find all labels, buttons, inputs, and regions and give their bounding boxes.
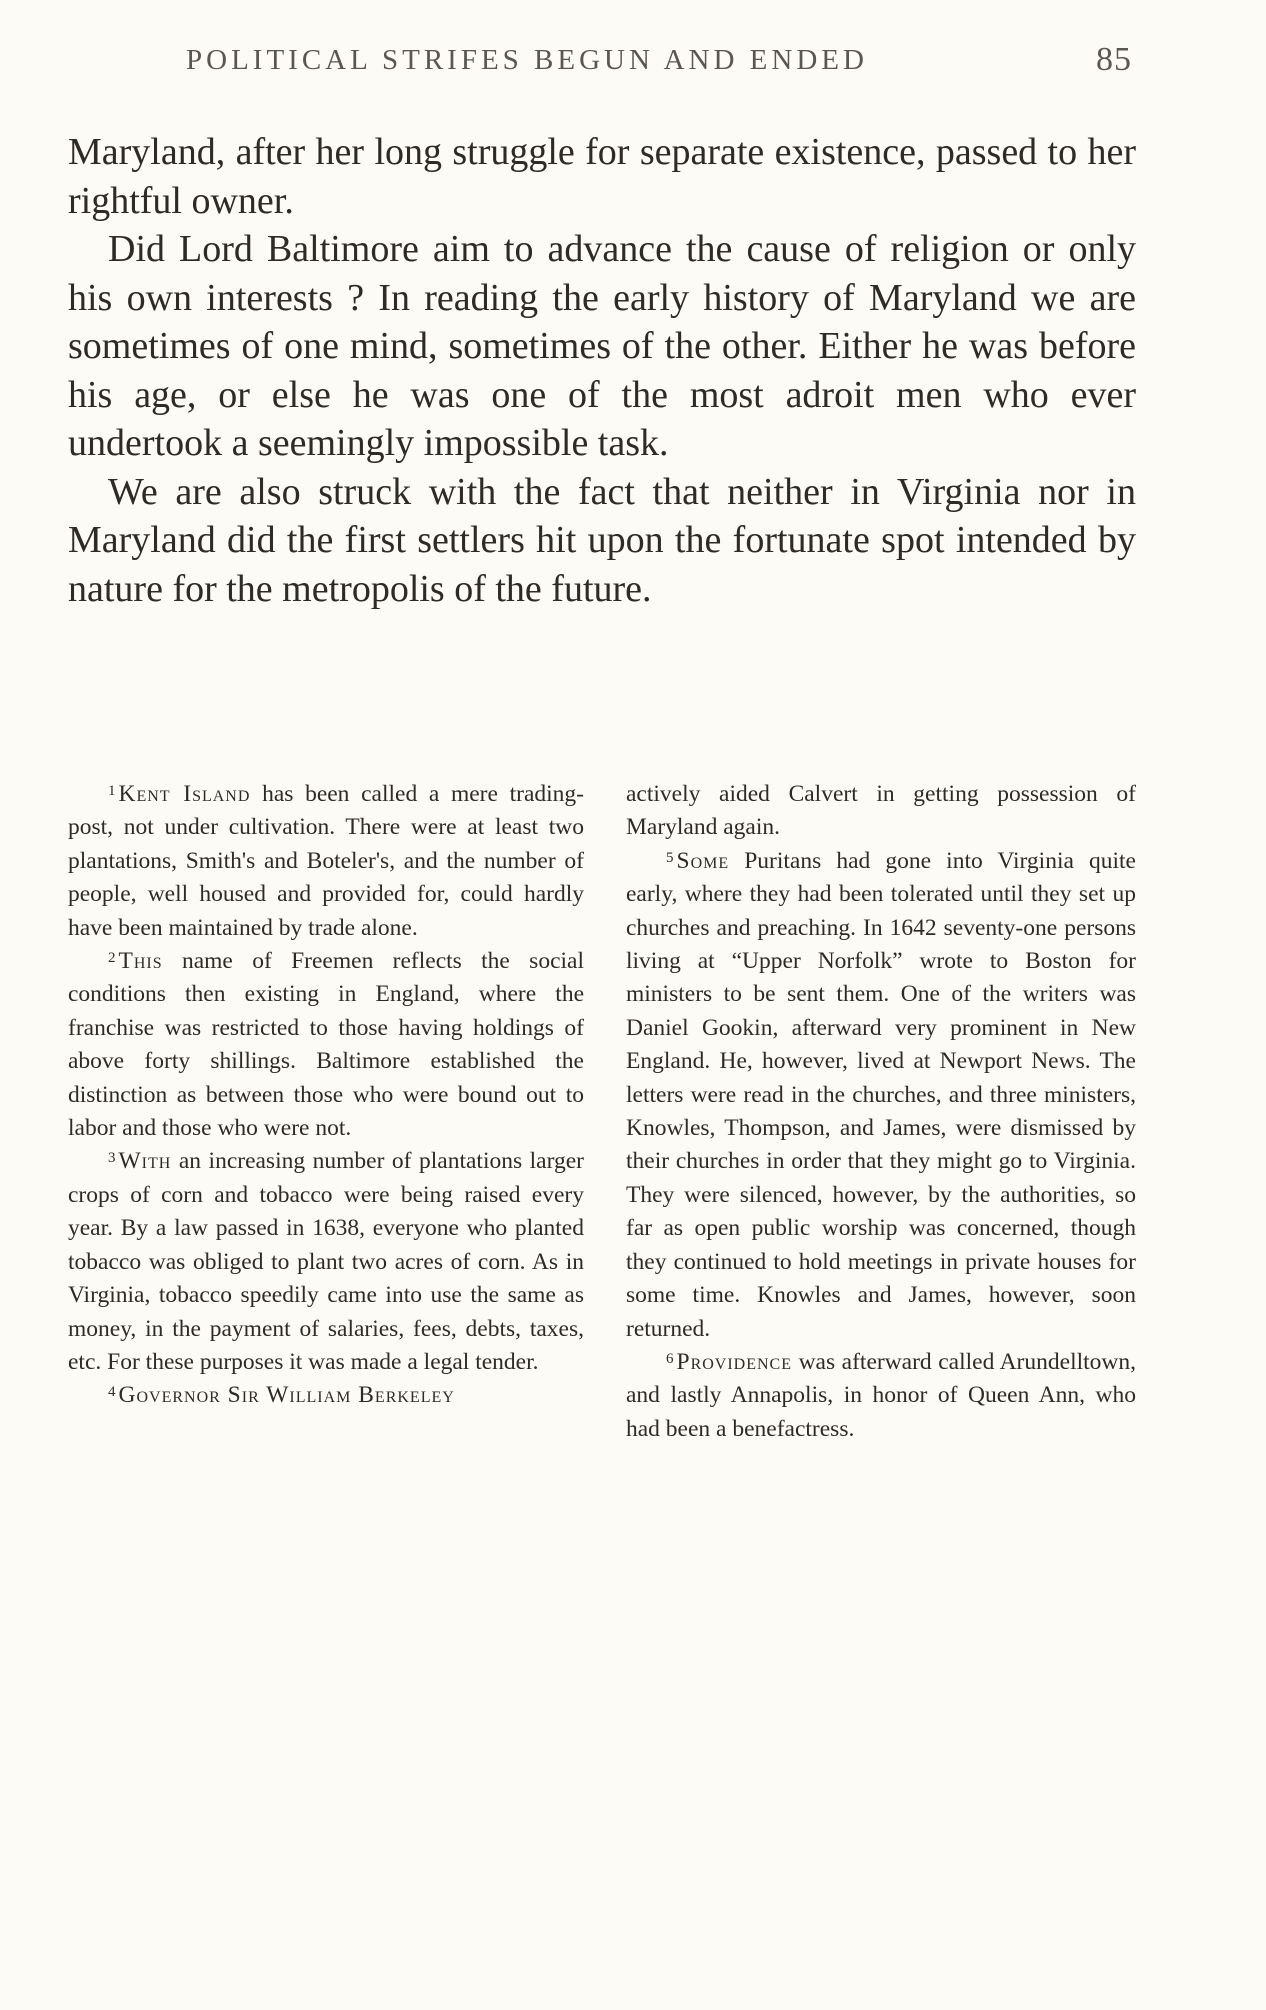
footnotes [68,778,1136,1446]
footnotes-right-column [626,778,1136,1446]
footnotes-left-column [68,778,584,1446]
footnote-text: actively aided Calvert in getting possession of Maryland again. [626,781,1136,841]
footnote-text: was afterward called Arundelltown, and lastly Annapolis, in honor of Queen Ann, who had been a benefactress. [626,1348,1136,1442]
footnote-marker: 5 [666,849,674,866]
footnote-text: has been called a mere trading-post, not under cultivation. There were at least two plantations, Smith's and Boteler's, and the number of people, well housed and provided for, could hardly have been maintained by trade alone. [68,781,584,941]
footnote-text: Puritans had gone into Virginia quite early, where they had been tolerated until they set up churches and preaching. In 1642 seventy-one persons living at “Upper Norfolk” wrote to Boston for ministers to be sent them. One of the writers was Daniel Gookin, afterward very prominent in New England. He, however, lived at Newport News. The letters were read in the churches, and three ministers, Knowles, Thompson, and James, were dismissed by their churches in order that they might go to Virginia. They were silenced, however, by the authorities, so far as open public worship was concerned, though they continued to hold meetings in private houses for some time. Knowles and James, however, soon returned. [626,847,1136,1342]
footnote-marker: 3 [108,1150,116,1167]
footnote-text: name of Freemen reflects the social conditions then existing in England, where the franchise was restricted to those having holdings of above forty shillings. Baltimore established the distinction as between those who were bound out to labor and those who were not. [68,948,584,1142]
footnote-marker: 6 [666,1350,674,1367]
paragraph-1: Maryland, after her long struggle for separate existence, passed to her rightful owner. [68,131,1136,222]
footnote-4-continued [626,778,1136,845]
main-text [68,128,1136,613]
footnote-marker: 2 [108,950,116,967]
footnote-marker: 4 [108,1384,116,1401]
footnote-6 [626,1346,1136,1446]
footnote-marker: 1 [108,783,116,799]
page-number: 85 [1096,41,1132,78]
footnote-2 [68,945,584,1145]
footnote-1 [68,778,584,945]
footnote-lead: Kent Island [118,781,251,807]
footnote-3 [68,1145,584,1379]
paragraph-2: Did Lord Baltimore aim to advance the cause of religion or only his own interests ? In reading the early history of Maryland we are sometimes of one mind, sometimes of the other. Either he was before his age, or else he was one of the most adroit men who ever undertook a seemingly impossible task. [68,228,1136,464]
footnote-text: an increasing number of plantations larger crops of corn and tobacco were being raised every year. By a law passed in 1638, everyone who planted tobacco was obliged to plant two acres of corn. As in Virginia, tobacco speedily came into use the same as money, in the payment of salaries, fees, debts, taxes, etc. For these purposes it was made a legal tender. [68,1148,584,1375]
footnote-5 [626,845,1136,1346]
footnote-4 [68,1379,584,1412]
footnote-lead: With [118,1148,172,1175]
footnote-lead: Governor Sir William Berkeley [118,1382,455,1409]
running-head [186,41,1132,88]
running-title: POLITICAL STRIFES BEGUN AND ENDED [186,44,868,76]
footnote-lead: Providence [676,1348,793,1375]
paragraph-3: We are also struck with the fact that neither in Virginia nor in Maryland did the first settlers hit upon the fortunate spot intended by nature for the metropolis of the future. [68,470,1136,610]
footnote-lead: This [118,948,163,975]
footnote-lead: Some [676,847,730,874]
